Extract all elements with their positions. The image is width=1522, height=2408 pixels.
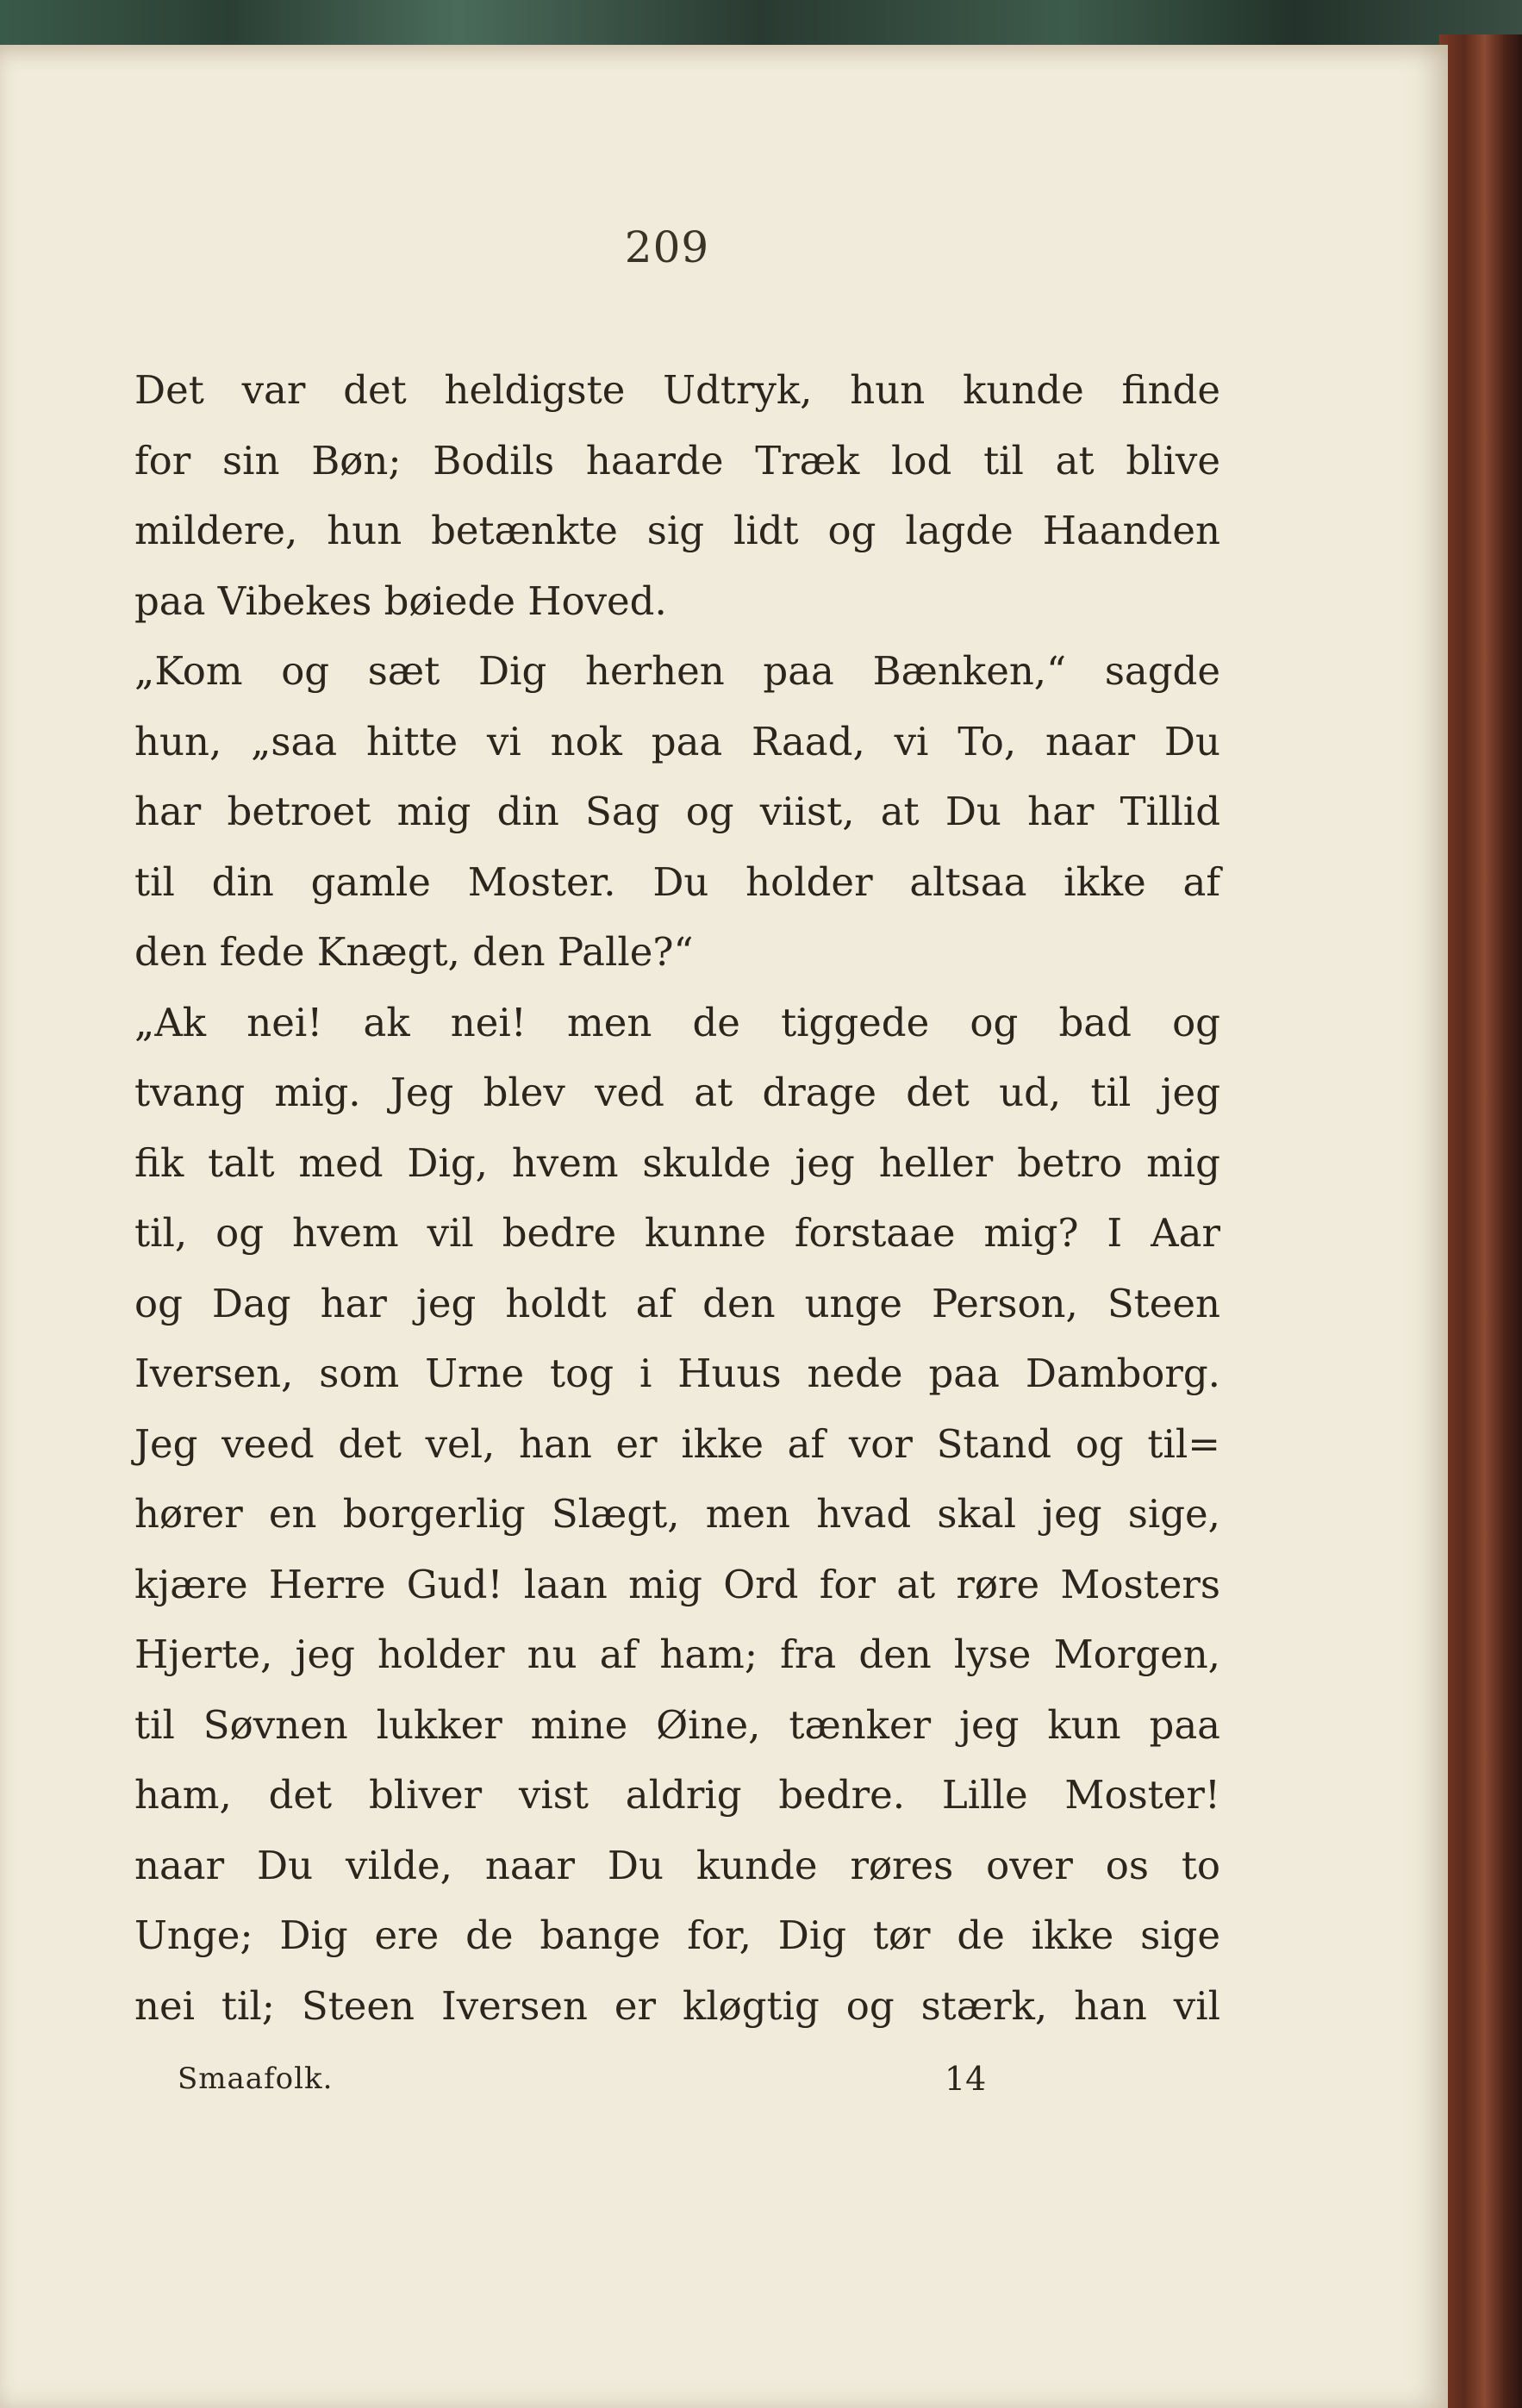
text-line: Jeg veed det vel, han er ikke af vor Stand og til= (134, 1420, 1220, 1467)
text-line: hører en borgerlig Slægt, men hvad skal jeg sige, (134, 1491, 1220, 1537)
body-text (134, 355, 1220, 2041)
text-line: Iversen, som Urne tog i Huus nede paa Damborg. (134, 1351, 1220, 1396)
text-line: „Ak nei! ak nei! men de tiggede og bad og (134, 999, 1220, 1045)
text-line: „Kom og sæt Dig herhen paa Bænken,“ sagde (134, 648, 1220, 694)
text-line: mildere, hun betænkte sig lidt og lagde Haanden (134, 508, 1220, 553)
text-line: hun, „saa hitte vi nok paa Raad, vi To, naar Du (134, 718, 1220, 764)
text-line: Det var det heldigste Udtryk, hun kunde finde (134, 367, 1220, 413)
text-line: Unge; Dig ere de bange for, Dig tør de ikke sige (134, 1912, 1220, 1958)
text-line: til, og hvem vil bedre kunne forstaae mig? I Aar (134, 1210, 1220, 1256)
page-sheet (0, 45, 1448, 2408)
text-line: den fede Knægt, den Palle?“ (134, 929, 694, 975)
text-line: tvang mig. Jeg blev ved at drage det ud, til jeg (134, 1070, 1220, 1115)
signature-mark: Smaafolk. (178, 2062, 334, 2096)
sheet-number: 14 (945, 2060, 987, 2098)
book-binding-top (0, 0, 1522, 50)
page-number: 209 (624, 222, 710, 272)
text-line: naar Du vilde, naar Du kunde røres over os to (134, 1842, 1220, 1888)
text-line: Hjerte, jeg holder nu af ham; fra den lyse Morgen, (134, 1631, 1220, 1677)
page-footer (134, 2053, 996, 2105)
text-line: paa Vibekes bøiede Hoved. (134, 577, 667, 624)
text-line: til Søvnen lukker mine Øine, tænker jeg kun paa (134, 1701, 1220, 1748)
text-line: kjære Herre Gud! laan mig Ord for at røre Mosters (134, 1561, 1220, 1607)
text-line: og Dag har jeg holdt af den unge Person, Steen (134, 1280, 1220, 1326)
text-line: til din gamle Moster. Du holder altsaa ikke af (134, 858, 1220, 905)
text-line: for sin Bøn; Bodils haarde Træk lod til at blive (134, 437, 1220, 483)
text-line: nei til; Steen Iversen er kløgtig og stærk, han vil (134, 1982, 1220, 2029)
book-cover-edge (1439, 34, 1522, 2408)
text-line: ham, det bliver vist aldrig bedre. Lille Moster! (134, 1772, 1220, 1818)
text-line: fik talt med Dig, hvem skulde jeg heller betro mig (134, 1139, 1220, 1186)
text-line: har betroet mig din Sag og viist, at Du har Tillid (134, 789, 1220, 834)
